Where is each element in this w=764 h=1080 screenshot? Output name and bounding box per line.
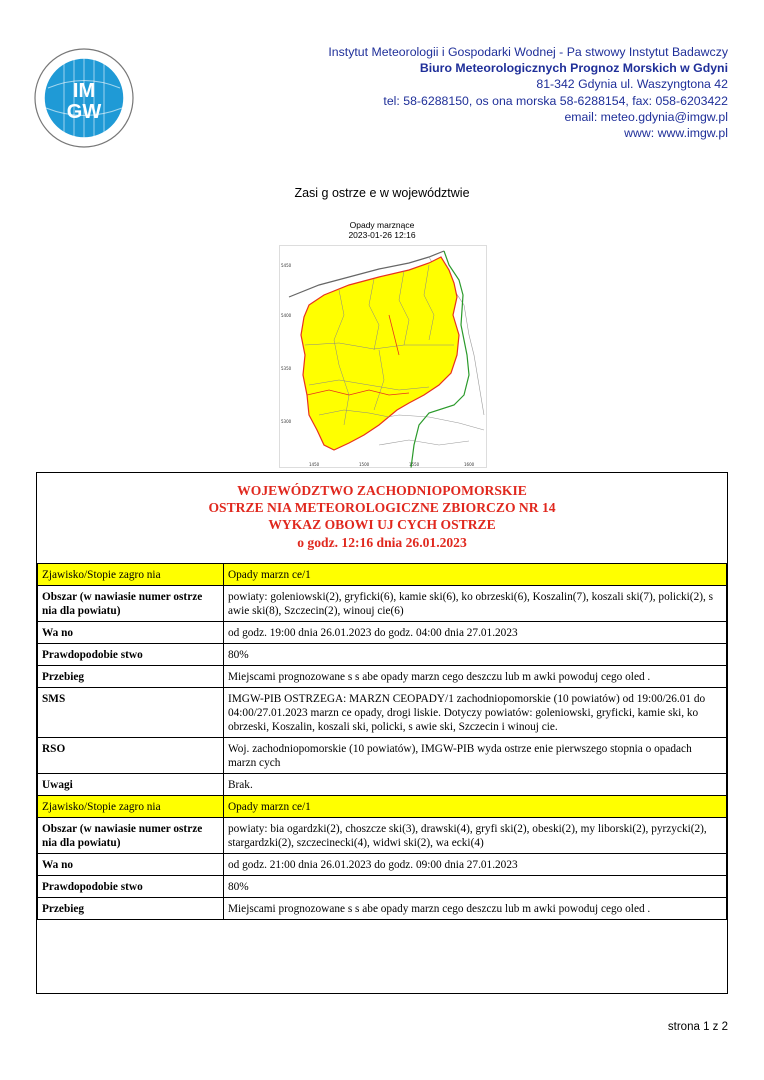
svg-text:5450: 5450 (281, 263, 292, 268)
warning-row (38, 586, 727, 622)
map-title: Opady marznące (349, 220, 415, 230)
warning-row (38, 688, 727, 738)
header-contact (208, 44, 728, 141)
warning-row-label: Przebieg (38, 898, 224, 920)
warning-list-title: WYKAZ OBOWI UJ CYCH OSTRZE (268, 517, 496, 533)
warning-box (36, 472, 728, 994)
warning-row (38, 818, 727, 854)
page-number: strona 1 z 2 (667, 1021, 728, 1033)
warning-row (38, 876, 727, 898)
email-link[interactable]: email: meteo.gdynia@imgw.pl (564, 109, 728, 124)
map-caption: Zasi g ostrze e w województwie (294, 186, 470, 200)
warning-row-label: Zjawisko/Stopie zagro nia (38, 564, 224, 586)
warning-row-label: Wa no (38, 854, 224, 876)
warning-row-label: Prawdopodobie stwo (38, 644, 224, 666)
warning-row-label: Wa no (38, 622, 224, 644)
warning-row (38, 564, 727, 586)
warning-bulletin-title: OSTRZE NIA METEOROLOGICZNE ZBIORCZO NR 14 (208, 500, 556, 516)
svg-text:1600: 1600 (464, 462, 475, 467)
warning-row-label: Obszar (w nawiasie numer ostrze nia dla powiatu) (38, 586, 224, 622)
warning-row (38, 898, 727, 920)
warning-table (37, 563, 727, 920)
svg-text:5300: 5300 (281, 419, 292, 424)
warning-row-value: powiaty: bia ogardzki(2), choszcze ski(3), drawski(4), gryfi ski(2), obeski(2), my liborski(2), pyrzycki(2), stargardzki(2), szczecinecki(4), widwi ski(2), wa ecki(4) (224, 818, 727, 854)
warning-row-value: Brak. (224, 774, 727, 796)
warning-row-value: Opady marzn ce/1 (224, 796, 727, 818)
warning-row (38, 622, 727, 644)
warning-row-label: Uwagi (38, 774, 224, 796)
warning-map (279, 245, 487, 468)
imgw-logo (34, 48, 134, 148)
website-link[interactable]: www: www.imgw.pl (624, 126, 728, 141)
address: 81-342 Gdynia ul. Waszyngtona 42 (536, 77, 728, 92)
warning-row (38, 854, 727, 876)
warning-row-value: Woj. zachodniopomorskie (10 powiatów), IMGW-PIB wyda ostrze enie pierwszego stopnia o opadach marzn cych (224, 738, 727, 774)
warning-voivodeship: WOJEWÓDZTWO ZACHODNIOPOMORSKIE (237, 483, 527, 498)
warning-row-value: IMGW-PIB OSTRZEGA: MARZN CEOPADY/1 zachodniopomorskie (10 powiatów) od 19:00/26.01 do 04:00/27.01.2023 marzn ce opady, drogi liskie. Dotyczy powiatów: goleniowski, gryficki, kamie ski, ko obrzeski, Koszalin, koszali ski, policki, s awie ski, Szczecin i winouj cie. (224, 688, 727, 738)
warning-row-value: 80% (224, 876, 727, 898)
warning-row-value: od godz. 21:00 dnia 26.01.2023 do godz. 09:00 dnia 27.01.2023 (224, 854, 727, 876)
svg-text:1500: 1500 (359, 462, 370, 467)
warning-row (38, 644, 727, 666)
warning-row (38, 666, 727, 688)
bureau-name: Biuro Meteorologicznych Prognoz Morskich w Gdyni (419, 61, 728, 76)
warning-row (38, 796, 727, 818)
logo-text-top: IM (72, 80, 96, 102)
phone: tel: 58-6288150, os ona morska 58-6288154, fax: 058-6203422 (383, 93, 728, 108)
warning-row-value: Opady marzn ce/1 (224, 564, 727, 586)
svg-text:5400: 5400 (281, 313, 292, 318)
warning-row-value: 80% (224, 644, 727, 666)
warning-row-value: Miejscami prognozowane s s abe opady marzn cego deszczu lub m awki powoduj cego oled . (224, 898, 727, 920)
warning-row-label: Prawdopodobie stwo (38, 876, 224, 898)
warning-row (38, 774, 727, 796)
warning-row-label: RSO (38, 738, 224, 774)
warning-issue-time: o godz. 12:16 dnia 26.01.2023 (297, 534, 467, 550)
warning-row-label: Obszar (w nawiasie numer ostrze nia dla powiatu) (38, 818, 224, 854)
warning-row-label: Zjawisko/Stopie zagro nia (38, 796, 224, 818)
svg-text:1550: 1550 (409, 462, 420, 467)
warning-row-value: Miejscami prognozowane s s abe opady marzn cego deszczu lub m awki powoduj cego oled . (224, 666, 727, 688)
warning-row-label: Przebieg (38, 666, 224, 688)
map-title-block (282, 220, 482, 240)
svg-text:1450: 1450 (309, 462, 320, 467)
warning-row-value: od godz. 19:00 dnia 26.01.2023 do godz. 04:00 dnia 27.01.2023 (224, 622, 727, 644)
warning-row-label: SMS (38, 688, 224, 738)
logo-text-bottom: GW (66, 101, 102, 123)
warning-row-value: powiaty: goleniowski(2), gryficki(6), kamie ski(6), ko obrzeski(6), Koszalin(7), koszali ski(7), policki(2), s awie ski(8), Szczecin(2), winouj cie(6) (224, 586, 727, 622)
warning-row (38, 738, 727, 774)
map-datetime: 2023-01-26 12:16 (348, 230, 416, 240)
warning-header (37, 473, 727, 563)
institute-name: Instytut Meteorologii i Gospodarki Wodnej - Pa stwowy Instytut Badawczy (328, 45, 728, 59)
svg-text:5350: 5350 (281, 366, 292, 371)
